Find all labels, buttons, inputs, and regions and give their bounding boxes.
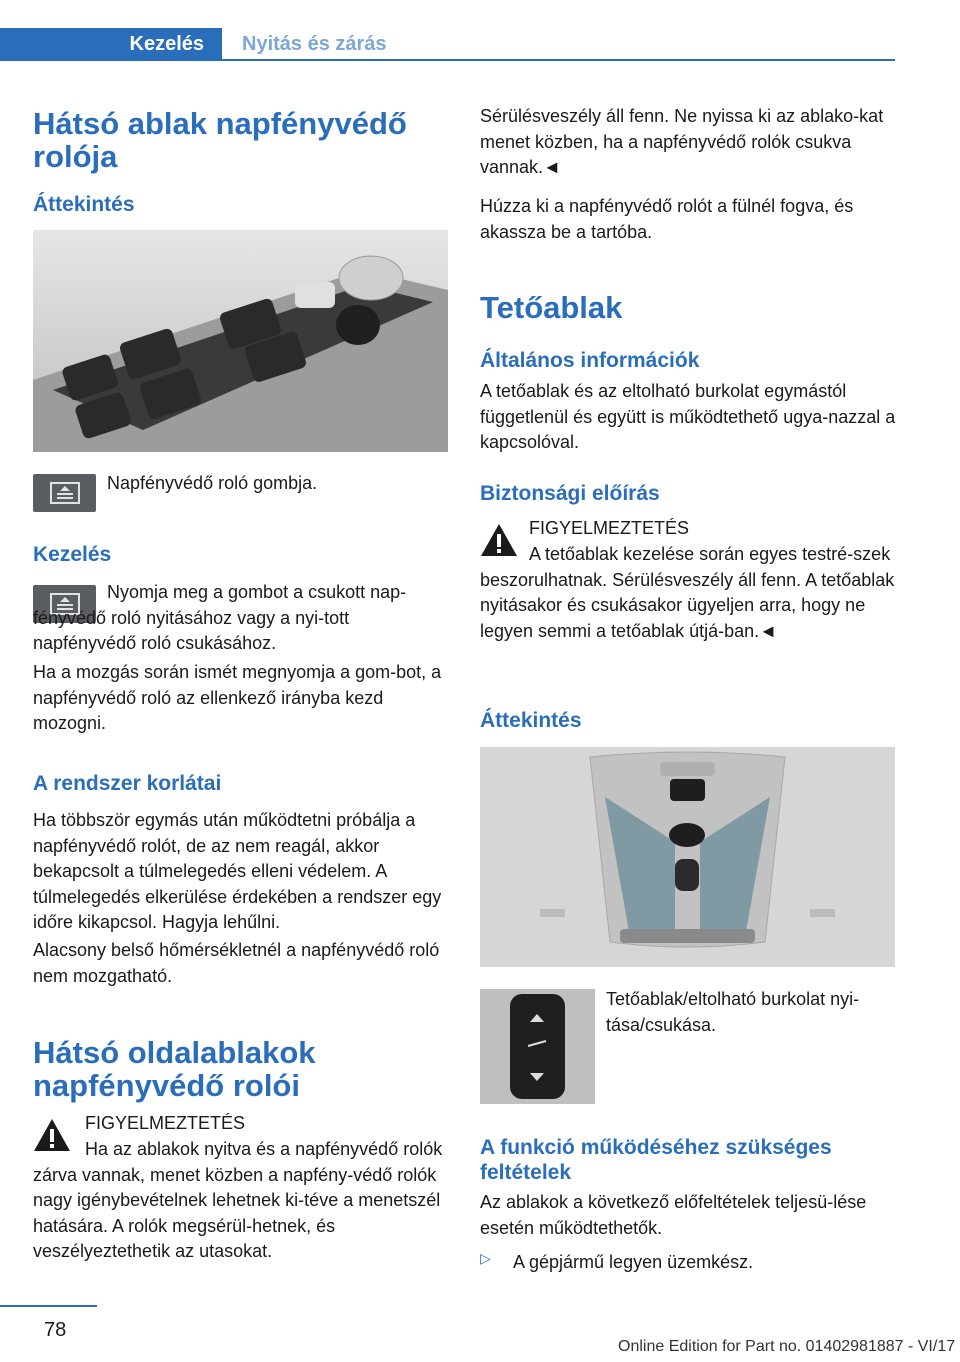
warning-text-right: A tetőablak kezelése során egyes testré-szek beszorulhatnak. Sérülésveszély áll fenn. A tetőablak nyitásakor és csukásakor ügyeljen arra, hogy ne legyen semmi a tetőablak útjá-ban.◄ bbox=[480, 544, 895, 641]
continued-text: Sérülésveszély áll fenn. Ne nyissa ki az ablako-kat menet közben, ha a napfényvédő rolók csukva vannak.◄ bbox=[480, 106, 884, 177]
sunroof-switch-photo bbox=[480, 989, 595, 1104]
warning-label-right: FIGYELMEZTETÉS bbox=[529, 518, 690, 538]
overview-heading: Áttekintés bbox=[33, 193, 135, 216]
pull-shade-text: Húzza ki a napfényvédő rolót a fülnél fogva, és akassza be a tartóba. bbox=[480, 196, 854, 242]
general-info-heading: Általános információk bbox=[480, 349, 700, 372]
conditions-text: Az ablakok a következő előfeltételek teljesü-lése esetén működtethetők. bbox=[480, 1192, 867, 1238]
shade-button-image bbox=[33, 474, 96, 512]
section-title-rear-window-shade: Hátsó ablak napfényvédő rolója bbox=[33, 106, 407, 174]
tab-nyitas-es-zaras[interactable]: Nyitás és zárás bbox=[242, 33, 387, 55]
bullet-icon: ▷ bbox=[480, 1250, 491, 1266]
sunroof-switch-caption: Tetőablak/eltolható burkolat nyi-tása/csukása. bbox=[606, 989, 860, 1035]
shade-button-caption: Napfényvédő roló gombja. bbox=[107, 473, 318, 493]
header-tabs bbox=[0, 28, 895, 61]
sunroof-console-photo bbox=[480, 747, 895, 967]
side-shades-title: Hátsó oldalablakok napfényvédő rolói bbox=[33, 1035, 316, 1103]
general-info-text: A tetőablak és az eltolható burkolat egymástól függetlenül és együtt is működtethető ugya-nazzal a kapcsolóval. bbox=[480, 381, 896, 452]
operation-text-1: Nyomja meg a gombot a csukott nap-fényvédő roló nyitásához vagy a nyi-tott napfényvédő roló csukásához. bbox=[33, 582, 407, 653]
limits-heading: A rendszer korlátai bbox=[33, 772, 222, 795]
sunroof-title: Tetőablak bbox=[480, 290, 623, 325]
footer-edition: Online Edition for Part no. 01402981887 - VI/17 bbox=[618, 1338, 956, 1355]
header-divider bbox=[222, 59, 895, 61]
sunroof-overview-heading: Áttekintés bbox=[480, 709, 582, 732]
warning-text-left: Ha az ablakok nyitva és a napfényvédő rolók zárva vannak, menet közben a napfény-védő rolók nagy igénybevételnek lehetnek ki-téve a menetszél hatására. A rolók megsérül-hetnek, és veszélyeztethetik az utasokat. bbox=[33, 1139, 443, 1261]
conditions-heading: A funkció működéséhez szükséges feltételek bbox=[480, 1136, 832, 1184]
safety-heading: Biztonsági előírás bbox=[480, 482, 660, 505]
window-switch-photo bbox=[33, 230, 448, 452]
shade-icon bbox=[50, 482, 80, 504]
operation-text-2: Ha a mozgás során ismét megnyomja a gom-bot, a napfényvédő roló az ellenkező irányba kezd mozogni. bbox=[33, 662, 442, 733]
tab-kezeles[interactable]: Kezelés bbox=[0, 28, 222, 61]
list-item bbox=[480, 1250, 491, 1268]
page-number: 78 bbox=[44, 1319, 67, 1341]
warning-label-left: FIGYELMEZTETÉS bbox=[85, 1113, 246, 1133]
operation-heading: Kezelés bbox=[33, 543, 112, 566]
limits-text-2: Alacsony belső hőmérsékletnél a napfényvédő roló nem mozgatható. bbox=[33, 940, 440, 986]
bullet-item-1: A gépjármű legyen üzemkész. bbox=[513, 1252, 754, 1272]
limits-text-1: Ha többször egymás után működtetni próbálja a napfényvédő rolót, de az nem reagál, akkor bekapcsolt a túlmelegedés elleni védelem. A túlmelegedés elkerülése érdekében a rendszer egy időre kikapcsol. Hagyja lehűlni. bbox=[33, 810, 442, 932]
footer-divider bbox=[0, 1305, 97, 1307]
